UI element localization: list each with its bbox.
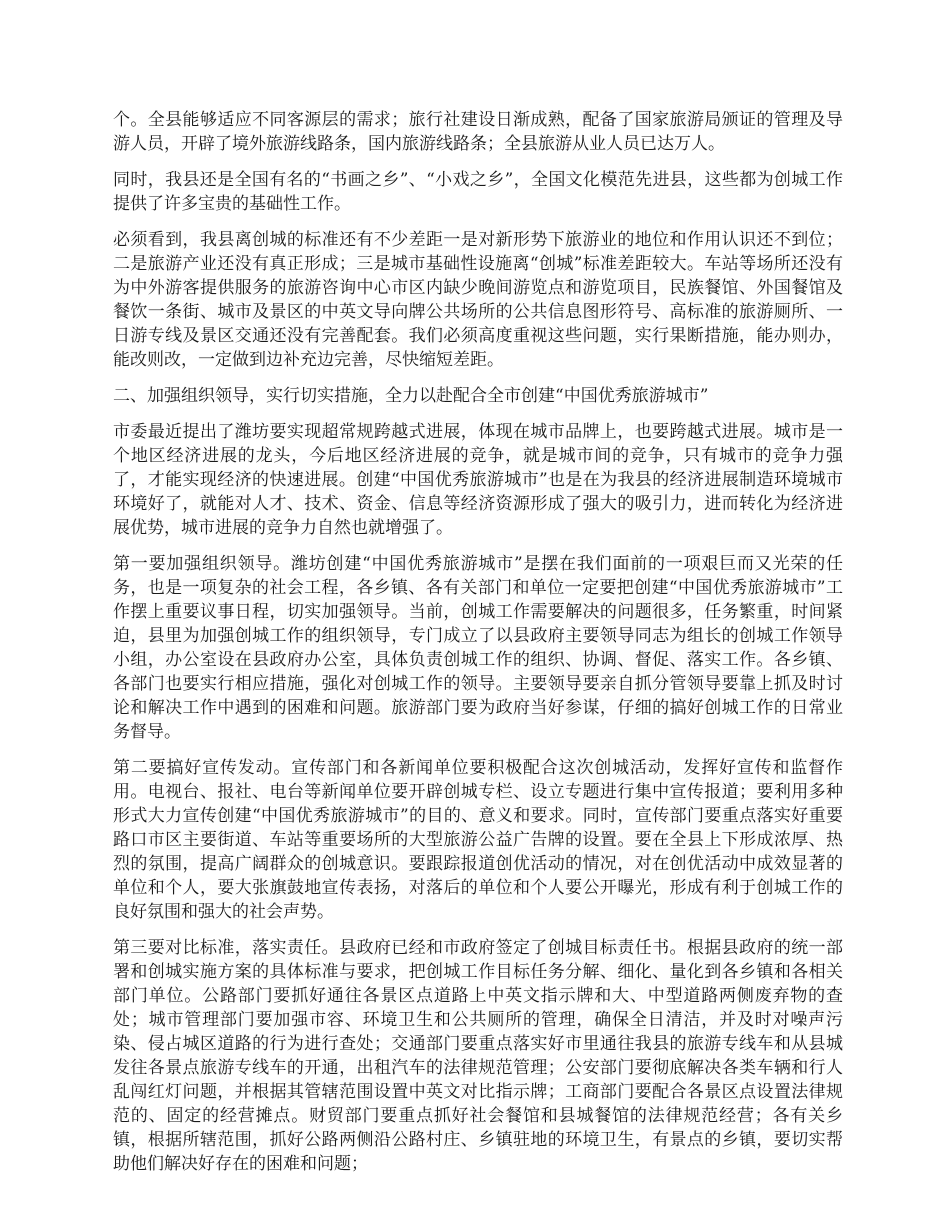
section-heading: 二、加强组织领导，实行切实措施，全力以赴配合全市创建“中国优秀旅游城市” [113,386,709,406]
paragraph-5: 市委最近提出了潍坊要实现超常规跨越式进展，体现在城市品牌上，也要跨越式进展。城市是一个地区经济进展的龙头，今后地区经济进展的竞争，就是城市间的竞争，只有城市的竞争力强了，才能实现经济的快速进展。创建“中国优秀旅游城市”也是在为我县的经济进展制造环境城市环境好了，就能对人才、技术、资金、信息等经济资源形成了强大的吸引力，进而转化为经济进展优势，城市进展的竞争力自然也就增强了。 [113,422,843,538]
paragraph-6: 第一要加强组织领导。潍坊创建“中国优秀旅游城市”是摆在我们面前的一项艰巨而又光荣的任务，也是一项复杂的社会工程，各乡镇、各有关部门和单位一定要把创建“中国优秀旅游城市”工作摆上重要议事日程，切实加强领导。当前，创城工作需要解决的问题很多，任务繁重，时间紧迫，县里为加强创城工作的组织领导，专门成立了以县政府主要领导同志为组长的创城工作领导小组，办公室设在县政府办公室，具体负责创城工作的组织、协调、督促、落实工作。各乡镇、各部门也要实行相应措施，强化对创城工作的领导。主要领导要亲自抓分管领导要靠上抓及时讨论和解决工作中遇到的困难和问题。旅游部门要为政府当好参谋，仔细的搞好创城工作的日常业务督导。 [113,554,843,742]
paragraph-7: 第二要搞好宣传发动。宣传部门和各新闻单位要积极配合这次创城活动，发挥好宣传和监督作用。电视台、报社、电台等新闻单位要开辟创城专栏、设立专题进行集中宣传报道；要利用多种形式大力宣传创建“中国优秀旅游城市”的目的、意义和要求。同时，宣传部门要重点落实好重要路口市区主要街道、车站等重要场所的大型旅游公益广告牌的设置。要在全县上下形成浓厚、热烈的氛围，提高广阔群众的创城意识。要跟踪报道创优活动的情况，对在创优活动中成效显著的单位和个人，要大张旗鼓地宣传表扬，对落后的单位和个人要公开曝光，形成有利于创城工作的良好氛围和强大的社会声势。 [113,758,843,922]
paragraph-3: 必须看到，我县离创城的标准还有不少差距一是对新形势下旅游业的地位和作用认识还不到位；二是旅游产业还没有真正形成；三是城市基础性设施离“创城”标准差距较大。车站等场所还没有为中外游客提供服务的旅游咨询中心市区内缺少晚间游览点和游览项目，民族餐馆、外国餐馆及餐饮一条街、城市及景区的中英文导向牌公共场所的公共信息图形符号、高标准的旅游厕所、一日游专线及景区交通还没有完善配套。我们必须高度重视这些问题，实行果断措施，能办则办，能改则改，一定做到边补充边完善，尽快缩短差距。 [113,230,843,370]
paragraph-1: 个。全县能够适应不同客源层的需求；旅行社建设日渐成熟，配备了国家旅游局颁证的管理及导游人员，开辟了境外旅游线路条，国内旅游线路条；全县旅游从业人员已达万人。 [113,110,843,154]
paragraph-8: 第三要对比标准，落实责任。县政府已经和市政府签定了创城目标责任书。根据县政府的统一部署和创城实施方案的具体标准与要求，把创城工作目标任务分解、细化、量化到各乡镇和各相关部门单位。公路部门要抓好通往各景区点道路上中英文指示牌和大、中型道路两侧废弃物的查处；城市管理部门要加强市容、环境卫生和公共厕所的管理，确保全日清洁，并及时对噪声污染、侵占城区道路的行为进行查处；交通部门要重点落实好市里通往我县的旅游专线车和从县城发往各景点旅游专线车的开通，出租汽车的法律规范管理；公安部门要彻底解决各类车辆和行人乱闯红灯问题，并根据其管辖范围设置中英文对比指示牌；工商部门要配合各景区点设置法律规范的、固定的经营摊点。财贸部门要重点抓好社会餐馆和县城餐馆的法律规范经营；各有关乡镇，根据所辖范围，抓好公路两侧沿公路村庄、乡镇驻地的环境卫生，有景点的乡镇，要切实帮助他们解决好存在的困难和问题； [113,938,843,1174]
paragraph-2: 同时，我县还是全国有名的“书画之乡”、“小戏之乡”，全国文化模范先进县，这些都为创城工作提供了许多宝贵的基础性工作。 [113,170,843,214]
document-page [113,108,843,1188]
